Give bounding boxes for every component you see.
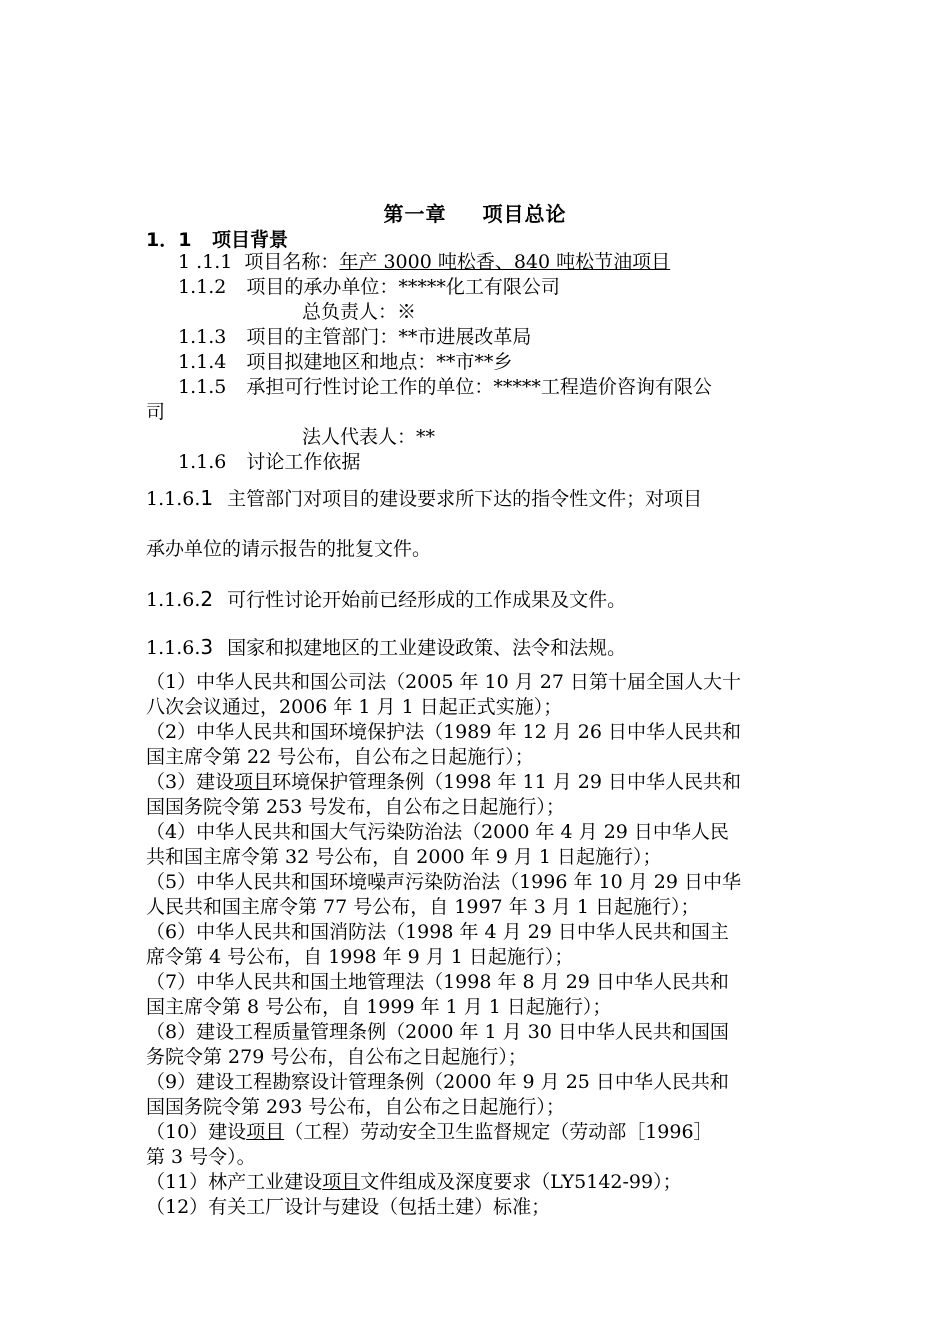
item-number: 1.1.6 <box>178 451 227 473</box>
chapter-title <box>0 198 950 227</box>
basis-1-line-2: 承办单位的请示报告的批复文件。 <box>146 538 432 560</box>
section-number: 1．1 <box>146 229 192 251</box>
item-1-1-4 <box>178 350 512 375</box>
item-text: 讨论工作依据 <box>246 451 361 473</box>
item-text: 项目拟建地区和地点：**市**乡 <box>246 351 513 373</box>
list-item: 国主席令第 22 号公布，自公布之日起施行）； <box>146 746 534 768</box>
list-item: （9）建设工程勘察设计管理条例（2000 年 9 月 25 日中华人民共和 <box>146 1071 729 1093</box>
list-item: （7）中华人民共和国土地管理法（1998 年 8 月 29 日中华人民共和 <box>146 971 729 993</box>
list-item: （3）建设项目环境保护管理条例（1998 年 11 月 29 日中华人民共和 <box>146 771 742 793</box>
basis-number: 1.1.6.1 <box>146 486 214 510</box>
basis-text: 国家和拟建地区的工业建设政策、法令和法规。 <box>227 637 627 659</box>
list-item: 第 3 号令）。 <box>146 1146 256 1168</box>
item-1-1-5-sub: 法人代表人：** <box>302 426 436 448</box>
list-item: （11）林产工业建设项目文件组成及深度要求（LY5142-99）； <box>146 1171 682 1193</box>
item-text: 项目的主管部门：**市进展改革局 <box>246 326 532 348</box>
item-1-1-1 <box>178 250 670 275</box>
item-1-1-6 <box>178 450 360 475</box>
item-1-1-5-wrap: 司 <box>146 401 166 423</box>
item-number: 1.1.3 <box>178 326 227 348</box>
item-text: 承担可行性讨论工作的单位：*****工程造价咨询有限公 <box>246 376 712 398</box>
item-label: 项目名称： <box>244 251 340 273</box>
item-number: 1 .1.1 <box>178 251 233 273</box>
list-item: （6）中华人民共和国消防法（1998 年 4 月 29 日中华人民共和国主 <box>146 921 729 943</box>
list-item: 国国务院令第 253 号发布，自公布之日起施行）； <box>146 796 565 818</box>
list-item: 务院令第 279 号公布，自公布之日起施行）； <box>146 1046 527 1068</box>
list-item: （4）中华人民共和国大气污染防治法（2000 年 4 月 29 日中华人民 <box>146 821 729 843</box>
law-list <box>146 670 808 1220</box>
list-item: 人民共和国主席令第 77 号公布，自 1997 年 3 月 1 日起施行）； <box>146 896 700 918</box>
basis-text: 可行性讨论开始前已经形成的工作成果及文件。 <box>227 589 627 611</box>
list-item: （1）中华人民共和国公司法（2005 年 10 月 27 日第十届全国人大十 <box>146 671 741 693</box>
section-title <box>146 225 288 252</box>
list-item: 席令第 4 号公布，自 1998 年 9 月 1 日起施行）； <box>146 946 574 968</box>
item-number: 1.1.2 <box>178 276 227 298</box>
basis-3 <box>146 635 626 661</box>
basis-number: 1.1.6.2 <box>146 587 214 611</box>
list-item: 共和国主席令第 32 号公布，自 2000 年 9 月 1 日起施行）； <box>146 846 662 868</box>
item-1-1-2-sub: 总负责人：※ <box>302 301 417 323</box>
list-item: （8）建设工程质量管理条例（2000 年 1 月 30 日中华人民共和国国 <box>146 1021 729 1043</box>
project-name: 年产 3000 吨松香、840 吨松节油项目 <box>339 251 671 273</box>
item-1-1-2 <box>178 275 560 300</box>
basis-2 <box>146 587 626 613</box>
item-1-1-3 <box>178 325 531 350</box>
list-item: （12）有关工厂设计与建设（包括土建）标准； <box>146 1196 551 1218</box>
chapter-number: 第一章 <box>383 202 447 226</box>
list-item: （10）建设项目（工程）劳动安全卫生监督规定（劳动部［1996］ <box>146 1121 713 1143</box>
item-number: 1.1.4 <box>178 351 227 373</box>
list-item: （2）中华人民共和国环境保护法（1989 年 12 月 26 日中华人民共和 <box>146 721 741 743</box>
list-item: 八次会议通过，2006 年 1 月 1 日起正式实施）； <box>146 696 563 718</box>
item-1-1-5 <box>178 375 712 400</box>
list-item: 国主席令第 8 号公布，自 1999 年 1 月 1 日起施行）； <box>146 996 612 1018</box>
list-item: （5）中华人民共和国环境噪声污染防治法（1996 年 10 月 29 日中华 <box>146 871 741 893</box>
chapter-name: 项目总论 <box>482 202 567 226</box>
section-name: 项目背景 <box>212 229 289 251</box>
list-item: 国国务院令第 293 号公布，自公布之日起施行）； <box>146 1096 565 1118</box>
item-number: 1.1.5 <box>178 376 227 398</box>
basis-number: 1.1.6.3 <box>146 635 214 659</box>
basis-1-line-1 <box>146 486 702 512</box>
basis-text: 主管部门对项目的建设要求所下达的指令性文件；对项目 <box>227 488 703 510</box>
item-text: 项目的承办单位：*****化工有限公司 <box>246 276 560 298</box>
